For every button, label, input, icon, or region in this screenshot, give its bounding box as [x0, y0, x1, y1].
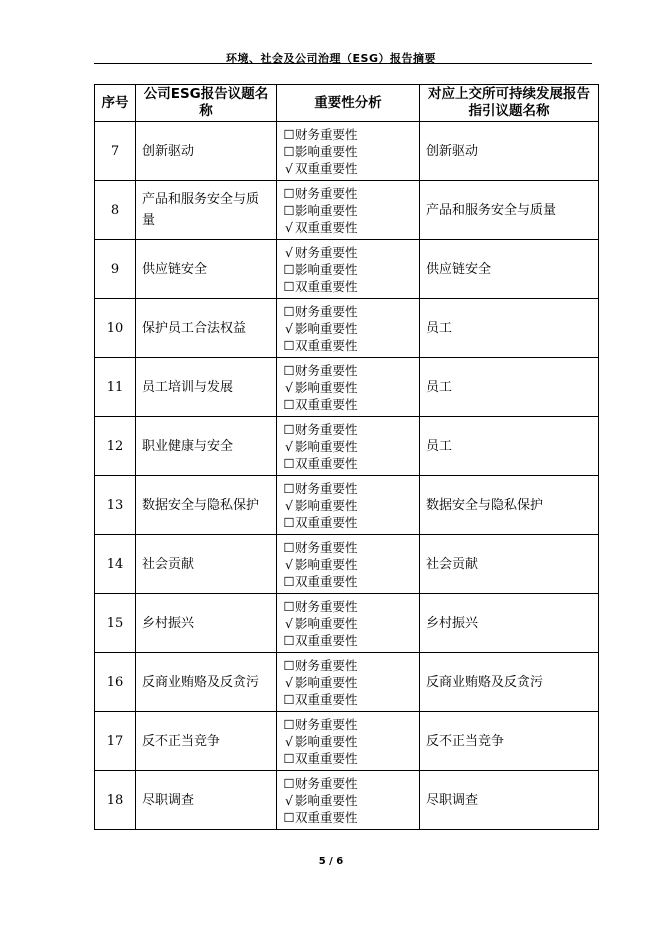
- topic-name: 产品和服务安全与质量: [136, 181, 277, 240]
- sse-topic-name: 反商业贿赂及反贪污: [420, 653, 599, 712]
- materiality-option-label: 双重重要性: [295, 809, 358, 825]
- empty-checkbox-icon: ☐: [283, 750, 295, 766]
- empty-checkbox-icon: ☐: [283, 362, 295, 378]
- empty-checkbox-icon: ☐: [283, 261, 295, 277]
- materiality-option-label: 双重重要性: [295, 750, 358, 766]
- materiality-option-label: 双重重要性: [295, 396, 358, 412]
- materiality-option-label: 财务重要性: [295, 126, 358, 142]
- materiality-option: [283, 455, 413, 472]
- materiality-options: [277, 712, 420, 771]
- row-number: 18: [95, 771, 136, 830]
- materiality-option: [283, 573, 413, 590]
- materiality-option-label: 双重重要性: [295, 691, 358, 707]
- materiality-option: [283, 278, 413, 295]
- table-row: [95, 594, 599, 653]
- sse-topic-name: 供应链安全: [420, 240, 599, 299]
- materiality-option-label: 双重重要性: [295, 278, 358, 294]
- materiality-option: [283, 539, 413, 556]
- page-header-title: 环境、社会及公司治理（ESG）报告摘要: [226, 52, 436, 65]
- row-number: 17: [95, 712, 136, 771]
- empty-checkbox-icon: ☐: [283, 202, 295, 218]
- materiality-option-label: 影响重要性: [295, 556, 358, 572]
- empty-checkbox-icon: ☐: [283, 126, 295, 142]
- empty-checkbox-icon: ☐: [283, 598, 295, 614]
- materiality-option-label: 双重重要性: [295, 160, 358, 176]
- sse-topic-name: 创新驱动: [420, 122, 599, 181]
- table-row: [95, 240, 599, 299]
- materiality-option: [283, 598, 413, 615]
- materiality-option-label: 双重重要性: [295, 337, 358, 353]
- materiality-option-label: 影响重要性: [295, 438, 358, 454]
- materiality-options: [277, 771, 420, 830]
- empty-checkbox-icon: ☐: [283, 396, 295, 412]
- table-row: [95, 299, 599, 358]
- materiality-option-label: 影响重要性: [295, 674, 358, 690]
- materiality-option: [283, 775, 413, 792]
- empty-checkbox-icon: ☐: [283, 514, 295, 530]
- table-row: [95, 358, 599, 417]
- materiality-option: [283, 480, 413, 497]
- materiality-options: [277, 594, 420, 653]
- materiality-option-label: 影响重要性: [295, 202, 358, 218]
- materiality-option: [283, 362, 413, 379]
- table-row: [95, 476, 599, 535]
- checkmark-icon: √: [285, 792, 293, 808]
- empty-checkbox-icon: ☐: [283, 278, 295, 294]
- materiality-option: [283, 716, 413, 733]
- materiality-option-label: 双重重要性: [295, 573, 358, 589]
- col-header-sse-topic: 对应上交所可持续发展报告指引议题名称: [420, 85, 599, 122]
- empty-checkbox-icon: ☐: [283, 455, 295, 471]
- checkmark-icon: √: [285, 674, 293, 690]
- materiality-option: [283, 615, 413, 632]
- materiality-option-label: 影响重要性: [295, 792, 358, 808]
- empty-checkbox-icon: ☐: [283, 143, 295, 159]
- materiality-option-label: 双重重要性: [295, 455, 358, 471]
- row-number: 11: [95, 358, 136, 417]
- materiality-option: [283, 792, 413, 809]
- table-row: [95, 417, 599, 476]
- row-number: 8: [95, 181, 136, 240]
- materiality-option: [283, 438, 413, 455]
- page-number: 5 / 6: [318, 856, 344, 867]
- materiality-option-label: 财务重要性: [295, 775, 358, 791]
- materiality-option-label: 财务重要性: [295, 657, 358, 673]
- materiality-option: [283, 691, 413, 708]
- table-header-row: [95, 85, 599, 122]
- topic-name: 社会贡献: [136, 535, 277, 594]
- row-number: 16: [95, 653, 136, 712]
- row-number: 13: [95, 476, 136, 535]
- topic-name: 职业健康与安全: [136, 417, 277, 476]
- row-number: 12: [95, 417, 136, 476]
- materiality-option-label: 财务重要性: [295, 185, 358, 201]
- empty-checkbox-icon: ☐: [283, 691, 295, 707]
- row-number: 14: [95, 535, 136, 594]
- sse-topic-name: 员工: [420, 417, 599, 476]
- materiality-option-label: 财务重要性: [295, 421, 358, 437]
- empty-checkbox-icon: ☐: [283, 809, 295, 825]
- materiality-option: [283, 337, 413, 354]
- materiality-option: [283, 143, 413, 160]
- sse-topic-name: 产品和服务安全与质量: [420, 181, 599, 240]
- empty-checkbox-icon: ☐: [283, 480, 295, 496]
- materiality-options: [277, 122, 420, 181]
- materiality-options: [277, 181, 420, 240]
- materiality-option: [283, 202, 413, 219]
- checkmark-icon: √: [285, 497, 293, 513]
- topic-name: 保护员工合法权益: [136, 299, 277, 358]
- materiality-option-label: 财务重要性: [295, 480, 358, 496]
- materiality-option: [283, 185, 413, 202]
- col-header-topic: 公司ESG报告议题名称: [136, 85, 277, 122]
- materiality-option: [283, 261, 413, 278]
- topic-name: 尽职调查: [136, 771, 277, 830]
- materiality-option-label: 双重重要性: [295, 514, 358, 530]
- checkmark-icon: √: [285, 438, 293, 454]
- sse-topic-name: 社会贡献: [420, 535, 599, 594]
- materiality-options: [277, 535, 420, 594]
- materiality-option-label: 财务重要性: [295, 716, 358, 732]
- sse-topic-name: 员工: [420, 299, 599, 358]
- sse-topic-name: 尽职调查: [420, 771, 599, 830]
- checkmark-icon: √: [285, 320, 293, 336]
- sse-topic-name: 反不正当竞争: [420, 712, 599, 771]
- materiality-options: [277, 653, 420, 712]
- table-body: [95, 122, 599, 830]
- row-number: 10: [95, 299, 136, 358]
- empty-checkbox-icon: ☐: [283, 573, 295, 589]
- materiality-options: [277, 476, 420, 535]
- materiality-option: [283, 303, 413, 320]
- empty-checkbox-icon: ☐: [283, 185, 295, 201]
- materiality-option-label: 影响重要性: [295, 261, 358, 277]
- materiality-option: [283, 750, 413, 767]
- materiality-option: [283, 809, 413, 826]
- row-number: 15: [95, 594, 136, 653]
- topic-name: 反商业贿赂及反贪污: [136, 653, 277, 712]
- materiality-option-label: 双重重要性: [295, 219, 358, 235]
- materiality-option-label: 财务重要性: [295, 539, 358, 555]
- esg-topic-table: [94, 84, 599, 830]
- table-row: [95, 122, 599, 181]
- sse-topic-name: 员工: [420, 358, 599, 417]
- materiality-option: [283, 160, 413, 177]
- materiality-option-label: 影响重要性: [295, 497, 358, 513]
- checkmark-icon: √: [285, 244, 293, 260]
- materiality-option: [283, 674, 413, 691]
- empty-checkbox-icon: ☐: [283, 632, 295, 648]
- empty-checkbox-icon: ☐: [283, 421, 295, 437]
- topic-name: 供应链安全: [136, 240, 277, 299]
- sse-topic-name: 乡村振兴: [420, 594, 599, 653]
- col-header-no: 序号: [95, 85, 136, 122]
- materiality-option-label: 影响重要性: [295, 615, 358, 631]
- materiality-options: [277, 358, 420, 417]
- materiality-option-label: 双重重要性: [295, 632, 358, 648]
- materiality-option: [283, 556, 413, 573]
- materiality-option-label: 财务重要性: [295, 244, 358, 260]
- row-number: 9: [95, 240, 136, 299]
- materiality-option: [283, 733, 413, 750]
- checkmark-icon: √: [285, 556, 293, 572]
- materiality-options: [277, 417, 420, 476]
- row-number: 7: [95, 122, 136, 181]
- materiality-option: [283, 497, 413, 514]
- materiality-option: [283, 514, 413, 531]
- checkmark-icon: √: [285, 219, 293, 235]
- materiality-options: [277, 299, 420, 358]
- table-row: [95, 771, 599, 830]
- materiality-option-label: 财务重要性: [295, 303, 358, 319]
- topic-name: 员工培训与发展: [136, 358, 277, 417]
- materiality-option: [283, 421, 413, 438]
- materiality-option-label: 影响重要性: [295, 733, 358, 749]
- table-row: [95, 712, 599, 771]
- checkmark-icon: √: [285, 379, 293, 395]
- materiality-option: [283, 244, 413, 261]
- header-divider: [94, 63, 592, 64]
- topic-name: 反不正当竞争: [136, 712, 277, 771]
- materiality-option: [283, 632, 413, 649]
- empty-checkbox-icon: ☐: [283, 657, 295, 673]
- materiality-option-label: 影响重要性: [295, 320, 358, 336]
- empty-checkbox-icon: ☐: [283, 775, 295, 791]
- col-header-materiality: 重要性分析: [277, 85, 420, 122]
- empty-checkbox-icon: ☐: [283, 716, 295, 732]
- topic-name: 乡村振兴: [136, 594, 277, 653]
- materiality-option-label: 影响重要性: [295, 379, 358, 395]
- materiality-option: [283, 219, 413, 236]
- empty-checkbox-icon: ☐: [283, 539, 295, 555]
- checkmark-icon: √: [285, 160, 293, 176]
- materiality-option: [283, 126, 413, 143]
- checkmark-icon: √: [285, 733, 293, 749]
- topic-name: 数据安全与隐私保护: [136, 476, 277, 535]
- table-row: [95, 535, 599, 594]
- topic-name: 创新驱动: [136, 122, 277, 181]
- table-row: [95, 653, 599, 712]
- materiality-option: [283, 379, 413, 396]
- empty-checkbox-icon: ☐: [283, 303, 295, 319]
- table-row: [95, 181, 599, 240]
- checkmark-icon: √: [285, 615, 293, 631]
- materiality-option: [283, 396, 413, 413]
- materiality-option-label: 财务重要性: [295, 598, 358, 614]
- materiality-option-label: 影响重要性: [295, 143, 358, 159]
- materiality-option-label: 财务重要性: [295, 362, 358, 378]
- empty-checkbox-icon: ☐: [283, 337, 295, 353]
- materiality-option: [283, 657, 413, 674]
- materiality-options: [277, 240, 420, 299]
- sse-topic-name: 数据安全与隐私保护: [420, 476, 599, 535]
- materiality-option: [283, 320, 413, 337]
